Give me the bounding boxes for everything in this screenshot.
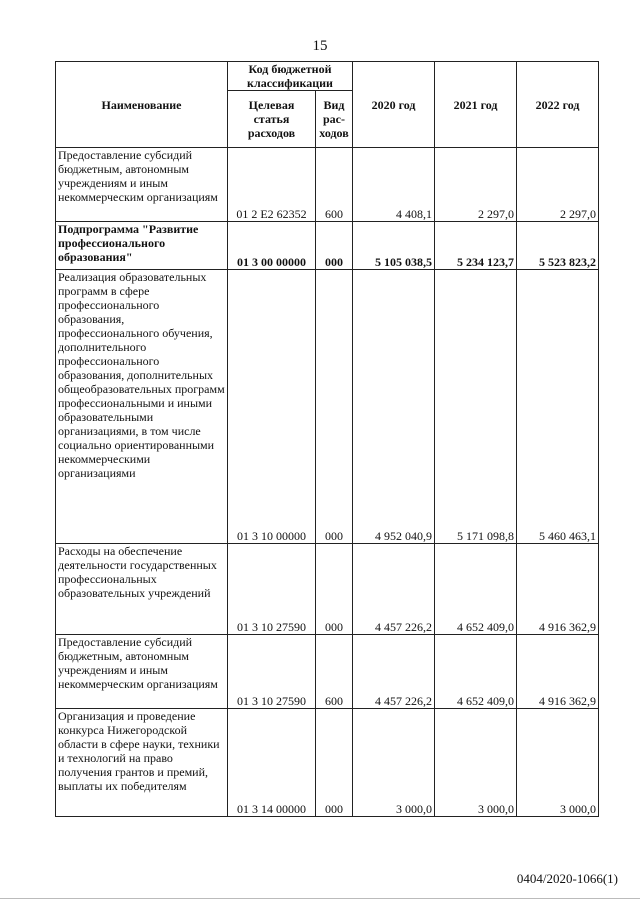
row-name: Подпрограмма "Развитие профессионального образования"	[56, 222, 228, 270]
header-expense-type: Вид рас-ходов	[316, 91, 353, 148]
row-value-2020: 4 457 226,2	[353, 544, 435, 635]
table-row	[56, 148, 599, 222]
header-name: Наименование	[56, 62, 228, 148]
row-value-2021: 4 652 409,0	[435, 544, 517, 635]
header-2020: 2020 год	[353, 62, 435, 148]
table-row	[56, 270, 599, 544]
row-expense-type: 000	[316, 544, 353, 635]
row-expense-type: 600	[316, 635, 353, 709]
row-value-2022: 3 000,0	[517, 709, 599, 817]
row-value-2022: 5 523 823,2	[517, 222, 599, 270]
row-value-2020: 5 105 038,5	[353, 222, 435, 270]
row-value-2021: 4 652 409,0	[435, 635, 517, 709]
row-value-2020: 4 952 040,9	[353, 270, 435, 544]
row-value-2021: 5 171 098,8	[435, 270, 517, 544]
header-budget-code: Код бюджетной классификации	[228, 62, 353, 91]
header-2021: 2021 год	[435, 62, 517, 148]
row-expense-type: 000	[316, 222, 353, 270]
row-value-2020: 3 000,0	[353, 709, 435, 817]
table-row	[56, 709, 599, 817]
row-target-article: 01 3 10 00000	[228, 270, 316, 544]
table-row	[56, 544, 599, 635]
row-value-2021: 5 234 123,7	[435, 222, 517, 270]
row-value-2020: 4 408,1	[353, 148, 435, 222]
row-name: Предоставление субсидий бюджетным, автономным учреждениям и иным некоммерческим организациям	[56, 148, 228, 222]
row-name: Организация и проведение конкурса Нижегородской области в сфере науки, техники и технологий на право получения грантов и премий, выплаты их победителям	[56, 709, 228, 817]
row-value-2022: 2 297,0	[517, 148, 599, 222]
row-expense-type: 600	[316, 148, 353, 222]
row-target-article: 01 3 10 27590	[228, 635, 316, 709]
row-value-2021: 2 297,0	[435, 148, 517, 222]
row-expense-type: 000	[316, 709, 353, 817]
row-name: Расходы на обеспечение деятельности государственных профессиональных образовательных учреждений	[56, 544, 228, 635]
row-value-2022: 4 916 362,9	[517, 544, 599, 635]
row-target-article: 01 2 E2 62352	[228, 148, 316, 222]
row-target-article: 01 3 10 27590	[228, 544, 316, 635]
budget-table	[55, 61, 599, 817]
table-row	[56, 635, 599, 709]
header-target-article: Целевая статья расходов	[228, 91, 316, 148]
row-target-article: 01 3 14 00000	[228, 709, 316, 817]
row-value-2022: 4 916 362,9	[517, 635, 599, 709]
row-name: Реализация образовательных программ в сфере профессионального образования, профессионального обучения, дополнительного профессионального образования, дополнительных общеобразовательных программ профессиональными и иными образовательными организациями, в том числе социально ориентированными некоммерческими организациями	[56, 270, 228, 544]
table-row	[56, 222, 599, 270]
page-bottom-rule	[0, 898, 640, 899]
document-code: 0404/2020-1066(1)	[516, 871, 618, 886]
row-name: Предоставление субсидий бюджетным, автономным учреждениям и иным некоммерческим организациям	[56, 635, 228, 709]
page-number: 15	[312, 38, 328, 54]
row-expense-type: 000	[316, 270, 353, 544]
row-value-2021: 3 000,0	[435, 709, 517, 817]
row-target-article: 01 3 00 00000	[228, 222, 316, 270]
header-2022: 2022 год	[517, 62, 599, 148]
row-value-2022: 5 460 463,1	[517, 270, 599, 544]
row-value-2020: 4 457 226,2	[353, 635, 435, 709]
